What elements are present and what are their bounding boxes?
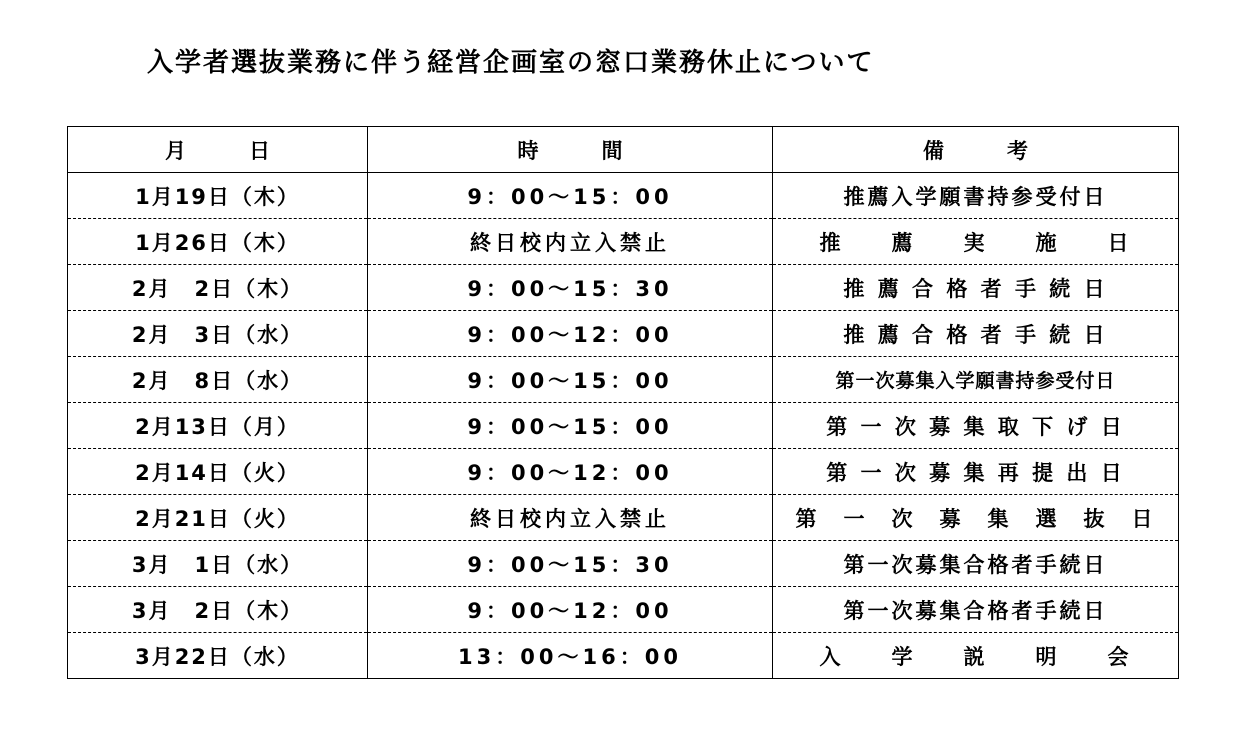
time-cell: 9：00～15：00: [368, 173, 773, 219]
table-row: [68, 311, 1179, 357]
time-cell: 終日校内立入禁止: [368, 219, 773, 265]
table-row: [68, 219, 1179, 265]
note-cell: 推薦入学願書持参受付日: [773, 173, 1179, 219]
date-cell: 2月 2日（木）: [68, 265, 368, 311]
table-header-row: [68, 127, 1179, 173]
table-row: [68, 173, 1179, 219]
note-cell: 第一次募集合格者手続日: [773, 587, 1179, 633]
note-cell: 第 一 次 募 集 再 提 出 日: [773, 449, 1179, 495]
note-cell: 第 一 次 募 集 取 下 げ 日: [773, 403, 1179, 449]
date-cell: 3月 1日（水）: [68, 541, 368, 587]
note-cell: 推 薦 合 格 者 手 続 日: [773, 311, 1179, 357]
table-row: [68, 495, 1179, 541]
note-cell: 推 薦 合 格 者 手 続 日: [773, 265, 1179, 311]
time-cell: 9：00～12：00: [368, 311, 773, 357]
table-row: [68, 357, 1179, 403]
table-row: [68, 633, 1179, 679]
time-cell: 9：00～15：30: [368, 541, 773, 587]
table-row: [68, 265, 1179, 311]
table-row: [68, 587, 1179, 633]
time-cell: 13：00～16：00: [368, 633, 773, 679]
date-cell: 1月19日（木）: [68, 173, 368, 219]
page-title: 入学者選抜業務に伴う経営企画室の窓口業務休止について: [147, 48, 875, 78]
table-row: [68, 403, 1179, 449]
header-time: 時 間: [368, 127, 773, 173]
date-cell: 2月 8日（水）: [68, 357, 368, 403]
note-cell: 推 薦 実 施 日: [773, 219, 1179, 265]
schedule-table: [67, 126, 1179, 679]
table-row: [68, 449, 1179, 495]
date-cell: 1月26日（木）: [68, 219, 368, 265]
time-cell: 9：00～15：00: [368, 403, 773, 449]
note-cell: 入 学 説 明 会: [773, 633, 1179, 679]
time-cell: 9：00～12：00: [368, 587, 773, 633]
time-cell: 9：00～15：00: [368, 357, 773, 403]
header-note: 備 考: [773, 127, 1179, 173]
time-cell: 9：00～15：30: [368, 265, 773, 311]
time-cell: 9：00～12：00: [368, 449, 773, 495]
note-cell: 第 一 次 募 集 選 抜 日: [773, 495, 1179, 541]
date-cell: 3月 2日（木）: [68, 587, 368, 633]
date-cell: 3月22日（水）: [68, 633, 368, 679]
note-cell: 第一次募集入学願書持参受付日: [773, 357, 1179, 403]
table-row: [68, 541, 1179, 587]
time-cell: 終日校内立入禁止: [368, 495, 773, 541]
header-date: 月 日: [68, 127, 368, 173]
date-cell: 2月21日（火）: [68, 495, 368, 541]
date-cell: 2月14日（火）: [68, 449, 368, 495]
date-cell: 2月 3日（水）: [68, 311, 368, 357]
note-cell: 第一次募集合格者手続日: [773, 541, 1179, 587]
date-cell: 2月13日（月）: [68, 403, 368, 449]
